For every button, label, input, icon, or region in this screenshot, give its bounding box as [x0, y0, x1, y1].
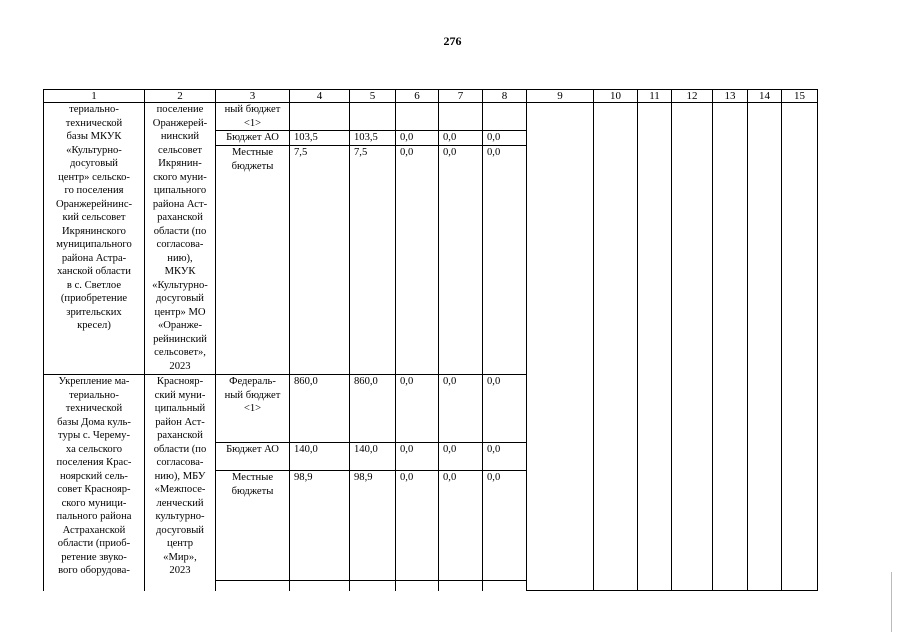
amount-cell: [396, 103, 439, 131]
header-cell: 6: [396, 90, 439, 103]
empty-cell: [483, 581, 527, 591]
amount-cell: 103,5: [350, 131, 396, 146]
empty-cell: [638, 103, 672, 591]
event-description: териально- технической базы МКУК «Культурно- досуговый центр» сельско- го поселения Оранжерейнинс- кий сельсовет Икрянинского муниципального района Астра- ханской области в с. Светлое (приобретение зрительских кресел): [44, 103, 145, 375]
funding-source: Местные бюджеты: [216, 146, 290, 375]
funding-source: Федераль- ный бюджет <1>: [216, 375, 290, 443]
amount-cell: 860,0: [350, 375, 396, 443]
amount-cell: 98,9: [290, 471, 350, 581]
header-cell: 3: [216, 90, 290, 103]
amount-cell: 0,0: [483, 131, 527, 146]
amount-cell: 0,0: [439, 375, 483, 443]
amount-cell: [439, 103, 483, 131]
empty-cell: [350, 581, 396, 591]
funding-source: Бюджет АО: [216, 443, 290, 471]
amount-cell: 0,0: [439, 131, 483, 146]
header-cell: 7: [439, 90, 483, 103]
amount-cell: 140,0: [350, 443, 396, 471]
header-cell: 10: [594, 90, 638, 103]
header-cell: 2: [145, 90, 216, 103]
amount-cell: 103,5: [290, 131, 350, 146]
amount-cell: 0,0: [396, 375, 439, 443]
amount-cell: 0,0: [483, 375, 527, 443]
amount-cell: 0,0: [396, 131, 439, 146]
empty-cell: [290, 581, 350, 591]
header-cell: 4: [290, 90, 350, 103]
amount-cell: 0,0: [483, 146, 527, 375]
page-number: 276: [443, 34, 462, 48]
header-cell: 15: [782, 90, 818, 103]
amount-cell: 7,5: [350, 146, 396, 375]
amount-cell: 0,0: [483, 443, 527, 471]
amount-cell: 7,5: [290, 146, 350, 375]
empty-cell: [748, 103, 782, 591]
amount-cell: 0,0: [396, 443, 439, 471]
funding-source: Местные бюджеты: [216, 471, 290, 581]
header-row: [44, 90, 818, 103]
funding-source: ный бюджет <1>: [216, 103, 290, 131]
executor-cell: поселение Оранжерей- нинский сельсовет Икрянин- ского муни- ципального района Аст- раханской области (по согласова- нию), МКУК «Культурно- досуговый центр» МО «Оранже- рейнинский сельсовет», 2023: [145, 103, 216, 375]
amount-cell: 0,0: [396, 146, 439, 375]
empty-cell: [527, 103, 594, 591]
funding-source: Бюджет АО: [216, 131, 290, 146]
empty-cell: [594, 103, 638, 591]
amount-cell: 140,0: [290, 443, 350, 471]
header-cell: 9: [527, 90, 594, 103]
empty-cell: [216, 581, 290, 591]
amount-cell: 0,0: [396, 471, 439, 581]
empty-cell: [782, 103, 818, 591]
header-cell: 14: [748, 90, 782, 103]
header-cell: 11: [638, 90, 672, 103]
header-cell: 1: [44, 90, 145, 103]
executor-cell: Краснояр- ский муни- ципальный район Аст- раханской области (по согласова- нию), МБУ «Межпосе- ленческий культурно- досуговый центр «Мир», 2023: [145, 375, 216, 591]
amount-cell: 0,0: [439, 471, 483, 581]
header-cell: 5: [350, 90, 396, 103]
amount-cell: 0,0: [439, 146, 483, 375]
table-row: [44, 103, 818, 131]
amount-cell: 0,0: [439, 443, 483, 471]
amount-cell: 0,0: [483, 471, 527, 581]
scan-artifact: [891, 572, 892, 632]
budget-table: [43, 89, 818, 591]
event-description: Укрепление ма- териально- технической базы Дома куль- туры с. Черему- ха сельского поселения Крас- ноярский сель- совет Краснояр- ского муници- пального района Астраханской области (приоб- ретение звуко- вого оборудова-: [44, 375, 145, 591]
empty-cell: [439, 581, 483, 591]
amount-cell: [290, 103, 350, 131]
header-cell: 8: [483, 90, 527, 103]
header-cell: 13: [713, 90, 748, 103]
amount-cell: 98,9: [350, 471, 396, 581]
empty-cell: [672, 103, 713, 591]
amount-cell: [350, 103, 396, 131]
amount-cell: 860,0: [290, 375, 350, 443]
header-cell: 12: [672, 90, 713, 103]
empty-cell: [713, 103, 748, 591]
empty-cell: [396, 581, 439, 591]
amount-cell: [483, 103, 527, 131]
